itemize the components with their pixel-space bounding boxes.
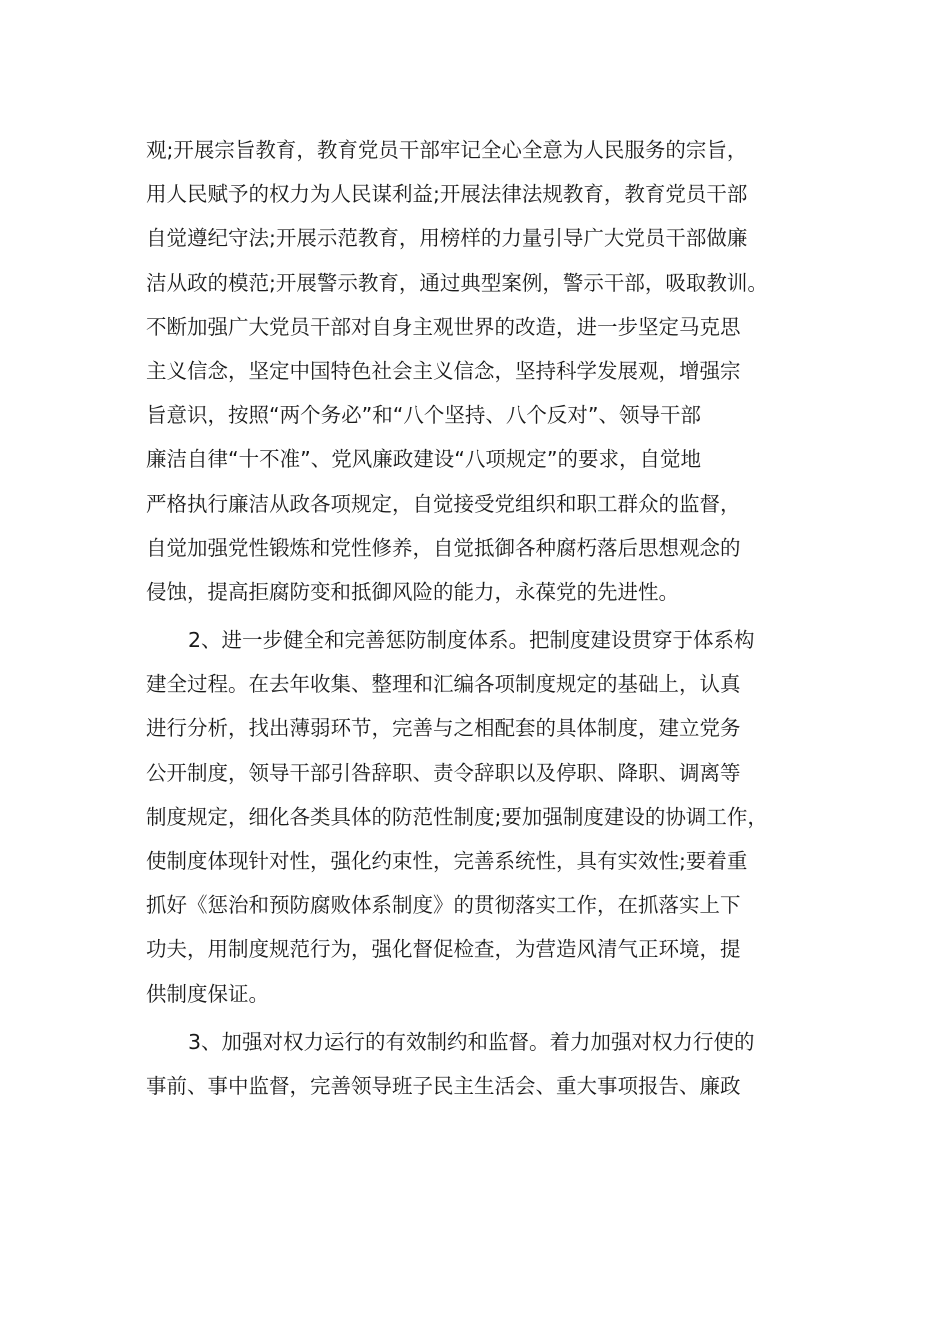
paragraph-line: 事前、事中监督，完善领导班子民主生活会、重大事项报告、廉政 bbox=[146, 1073, 741, 1098]
paragraph-line: 进行分析，找出薄弱环节，完善与之相配套的具体制度，建立党务 bbox=[146, 716, 741, 741]
paragraph-line: 自觉遵纪守法;开展示范教育，用榜样的力量引导广大党员干部做廉 bbox=[146, 226, 748, 251]
paragraph-line: 建全过程。在去年收集、整理和汇编各项制度规定的基础上，认真 bbox=[146, 672, 741, 697]
paragraph-line: 使制度体现针对性，强化约束性，完善系统性，具有实效性;要着重 bbox=[146, 849, 748, 873]
paragraph-line: 公开制度，领导干部引咎辞职、责令辞职以及停职、降职、调离等 bbox=[146, 760, 741, 785]
paragraph-line: 旨意识，按照“两个务必”和“八个坚持、八个反对”、领导干部 bbox=[146, 403, 701, 428]
paragraph-line: 供制度保证。 bbox=[146, 981, 269, 1006]
paragraph-line: 观;开展宗旨教育，教育党员干部牢记全心全意为人民服务的宗旨， bbox=[146, 138, 748, 162]
paragraph-line: 廉洁自律“十不准”、党风廉政建设“八项规定”的要求，自觉地 bbox=[146, 447, 701, 472]
paragraph-line: 主义信念，坚定中国特色社会主义信念，坚持科学发展观，增强宗 bbox=[146, 358, 741, 383]
paragraph-line: 洁从政的模范;开展警示教育，通过典型案例，警示干部，吸取教训。 bbox=[146, 270, 768, 295]
paragraph-line: 功夫，用制度规范行为，强化督促检查，为营造风清气正环境，提 bbox=[146, 937, 741, 962]
paragraph-line: 制度规定，细化各类具体的防范性制度;要加强制度建设的协调工作， bbox=[146, 804, 768, 829]
paragraph-line: 自觉加强党性锻炼和党性修养，自觉抵御各种腐朽落后思想观念的 bbox=[146, 535, 741, 560]
paragraph-line: 2、进一步健全和完善惩防制度体系。把制度建设贯穿于体系构 bbox=[188, 628, 755, 653]
paragraph-line: 严格执行廉洁从政各项规定，自觉接受党组织和职工群众的监督， bbox=[146, 491, 741, 516]
paragraph-2 bbox=[146, 618, 826, 1016]
paragraph-line: 抓好《惩治和预防腐败体系制度》的贯彻落实工作，在抓落实上下 bbox=[146, 893, 741, 918]
paragraph-line: 侵蚀，提高拒腐防变和抵御风险的能力，永葆党的先进性。 bbox=[146, 579, 679, 604]
paragraph-line: 用人民赋予的权力为人民谋利益;开展法律法规教育，教育党员干部 bbox=[146, 182, 748, 207]
paragraph-line: 不断加强广大党员干部对自身主观世界的改造，进一步坚定马克思 bbox=[146, 314, 741, 339]
paragraph-1 bbox=[146, 128, 826, 614]
document-body bbox=[146, 128, 826, 1108]
paragraph-3 bbox=[146, 1020, 826, 1108]
paragraph-line: 3、加强对权力运行的有效制约和监督。着力加强对权力行使的 bbox=[188, 1029, 755, 1054]
